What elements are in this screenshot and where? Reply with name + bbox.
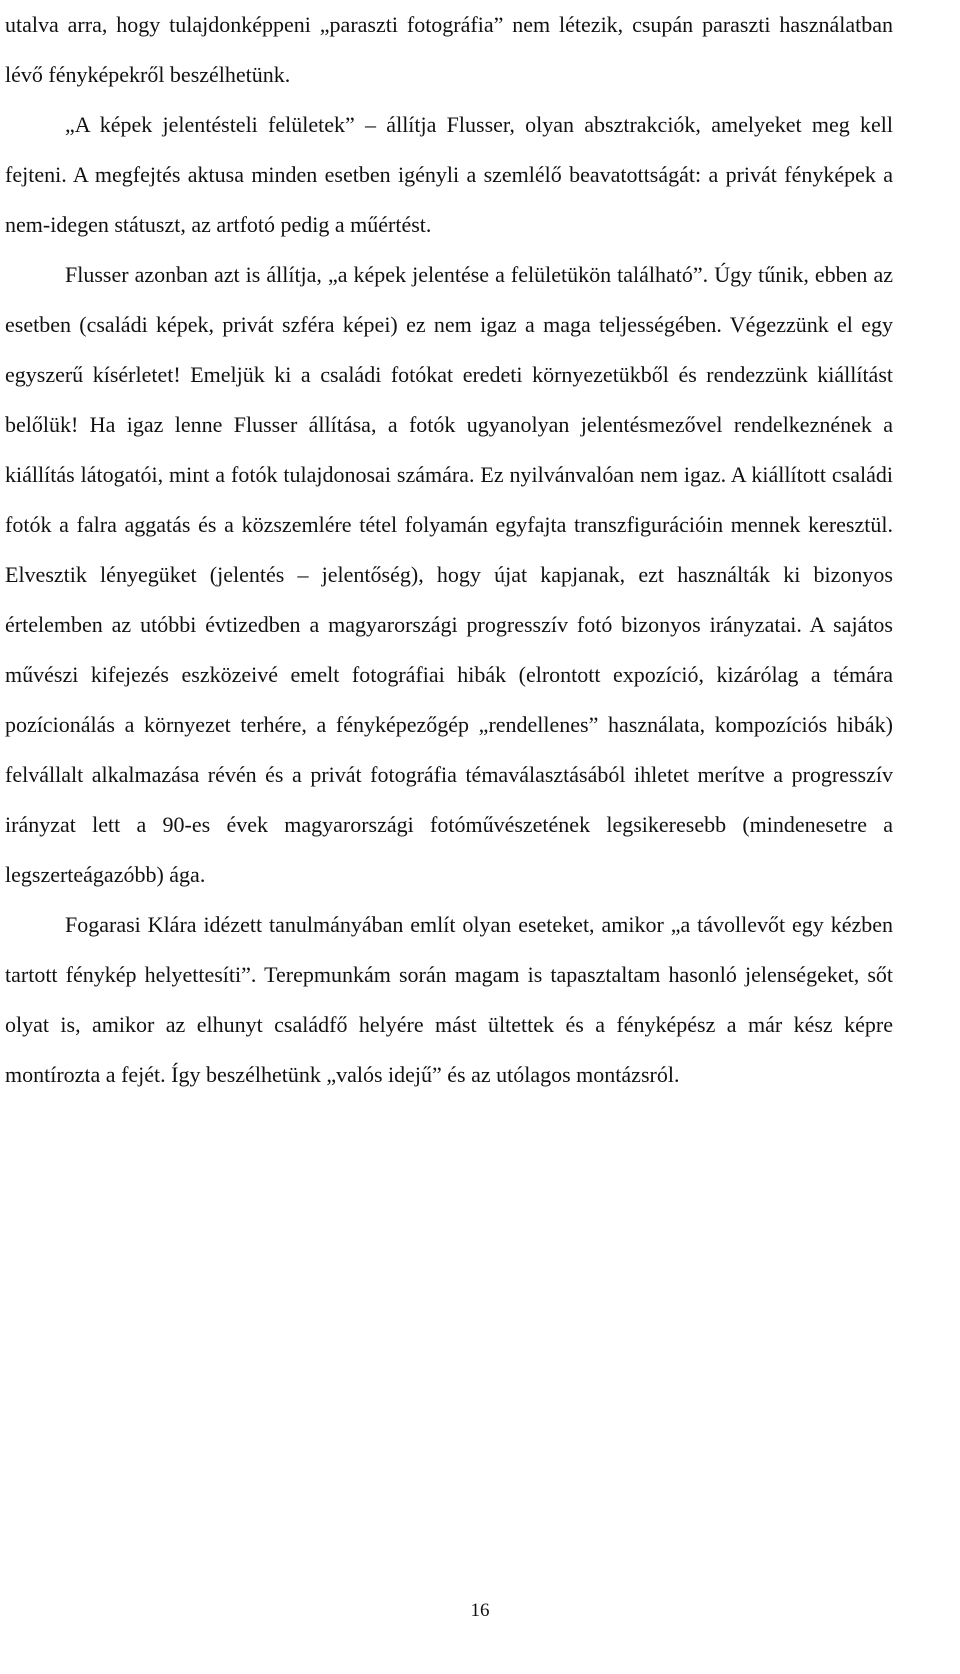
paragraph-3: Flusser azonban azt is állítja, „a képek jelentése a felületükön található”. Úgy tűnik, ebben az esetben (családi képek, privát szféra képei) ez nem igaz a maga teljességében. Végezzünk el egy egyszerű kísérletet! Emeljük ki a családi fotókat eredeti környezetükből és rendezzünk kiállítást belőlük! Ha igaz lenne Flusser állítása, a fotók ugyanolyan jelentésmezővel rendelkeznének a kiállítás látogatói, mint a fotók tulajdonosai számára. Ez nyilvánvalóan nem igaz. A kiállított családi fotók a falra aggatás és a közszemlére tétel folyamán egyfajta transzfigurációin mennek keresztül. Elvesztik lényegüket (jelentés – jelentőség), hogy újat kapjanak, ezt használták ki bizonyos értelemben az utóbbi évtizedben a magyarországi progresszív fotó bizonyos irányzatai. A sajátos művészi kifejezés eszközeivé emelt fotográfiai hibák (elrontott expozíció, kizárólag a témára pozícionálás a környezet terhére, a fényképezőgép „rendellenes” használata, kompozíciós hibák) felvállalt alkalmazása révén és a privát fotográfia témaválasztásából ihletet merítve a progresszív irányzat lett a 90-es évek magyarországi fotóművészetének legsikeresebb (mindenesetre a legszerteágazóbb) ága. <box>5 262 893 887</box>
page-number: 16 <box>470 1600 490 1621</box>
document-body <box>5 0 893 1100</box>
paragraph-2: „A képek jelentésteli felületek” – állítja Flusser, olyan absztrakciók, amelyeket meg kell fejteni. A megfejtés aktusa minden esetben igényli a szemlélő beavatottságát: a privát fényképek a nem-idegen státuszt, az artfotó pedig a műértést. <box>5 112 893 237</box>
paragraph-1: utalva arra, hogy tulajdonképpeni „paraszti fotográfia” nem létezik, csupán paraszti használatban lévő fényképekről beszélhetünk. <box>5 12 893 87</box>
paragraph-4: Fogarasi Klára idézett tanulmányában említ olyan eseteket, amikor „a távollevőt egy kézben tartott fénykép helyettesíti”. Terepmunkám során magam is tapasztaltam hasonló jelenségeket, sőt olyat is, amikor az elhunyt családfő helyére mást ültettek és a fényképész a már kész képre montírozta a fejét. Így beszélhetünk „valós idejű” és az utólagos montázsról. <box>5 912 893 1087</box>
